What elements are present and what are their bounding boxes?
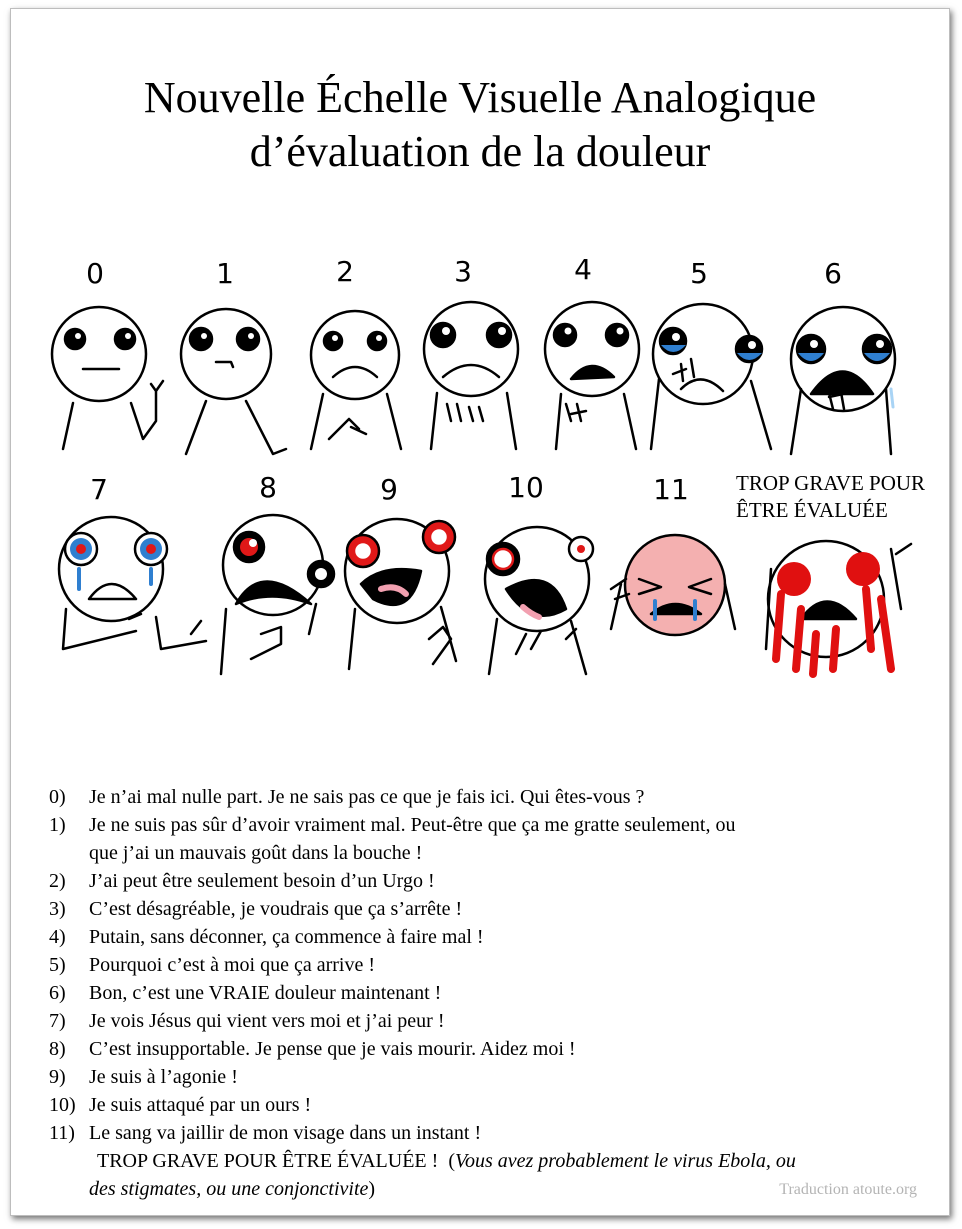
scale-number-4: 4 [574,253,592,286]
face-4 [545,302,639,449]
legend-item-0 [49,783,929,811]
legend-item-7 [49,1007,929,1035]
legend-number: 5) [49,954,66,976]
open-paren: ( [448,1150,455,1172]
legend-text: Je suis attaqué par un ours ! [89,1094,312,1116]
legend-text: Putain, sans déconner, ça commence à faire mal ! [89,926,484,948]
scale-number-5: 5 [690,257,708,290]
legend-text: Bon, c’est une VRAIE douleur maintenant ! [89,982,442,1004]
scale-number-9: 9 [380,473,398,506]
legend-text: J’ai peut être seulement besoin d’un Urgo ! [89,870,435,892]
legend-number: 3) [49,898,66,920]
legend-text: Le sang va jaillir de mon visage dans un instant ! [89,1122,482,1144]
face-6 [791,307,895,454]
too-severe-line-1: TROP GRAVE POUR [736,471,926,495]
legend-item-3 [49,895,929,923]
pain-scale-legend [49,783,929,1203]
legend-number: 6) [49,982,66,1004]
title-line-2: d’évaluation de la douleur [249,127,711,176]
scale-number-3: 3 [454,255,472,288]
legend-text: Je n’ai mal nulle part. Je ne sais pas ce que je fais ici. Qui êtes-vous ? [89,786,645,808]
legend-number: 10) [49,1094,76,1116]
legend-item-9 [49,1063,929,1091]
scale-number-10: 10 [508,471,544,504]
face-10 [485,527,593,674]
legend-text: C’est désagréable, je voudrais que ça s’arrête ! [89,898,463,920]
legend-number: 9) [49,1066,66,1088]
scale-number-6: 6 [824,257,842,290]
legend-text: Je vois Jésus qui vient vers moi et j’ai peur ! [89,1010,445,1032]
face-9 [345,519,456,669]
legend-text: Pourquoi c’est à moi que ça arrive ! [89,954,376,976]
legend-item-5 [49,951,929,979]
legend-number: 7) [49,1010,66,1032]
face-1 [181,309,286,454]
face-5 [651,304,771,449]
legend-text: Je ne suis pas sûr d’avoir vraiment mal. Peut-être que ça me gratte seulement, ou [89,814,736,836]
pain-scale-sheet [10,8,950,1216]
legend-item-1 [49,811,929,839]
legend-text-continuation: que j’ai un mauvais goût dans la bouche ! [89,842,423,864]
legend-item-2 [49,867,929,895]
scale-number-1: 1 [216,257,234,290]
legend-text: C’est insupportable. Je pense que je vais mourir. Aidez moi ! [89,1038,576,1060]
too-severe-statement: TROP GRAVE POUR ÊTRE ÉVALUÉE ! [97,1150,439,1172]
close-paren: ) [368,1178,376,1200]
legend-text: Je suis à l’agonie ! [89,1066,238,1088]
faces-area [11,9,949,709]
scale-number-8: 8 [259,471,277,504]
scale-number-2: 2 [336,255,354,288]
legend-item-11 [49,1119,929,1147]
legend-number: 4) [49,926,66,948]
face-3 [424,302,518,449]
translation-credit: Traduction atoute.org [779,1181,917,1198]
scale-number-11: 11 [653,473,689,506]
ebola-note: Vous avez probablement le virus Ebola, ou [454,1150,796,1172]
legend-extra-line-1 [49,1147,929,1175]
faces-illustration [11,9,949,709]
title-line-1: Nouvelle Échelle Visuelle Analogique [143,73,817,122]
legend-item-10 [49,1091,929,1119]
legend-number: 11) [49,1122,75,1144]
face-7 [59,517,206,649]
legend-number: 2) [49,870,66,892]
scale-number-0: 0 [86,257,104,290]
face-too-severe [766,541,911,674]
face-11 [611,535,735,635]
scale-number-7: 7 [90,473,108,506]
legend-item-8 [49,1035,929,1063]
too-severe-line-2: ÊTRE ÉVALUÉE [736,498,888,522]
face-8 [221,515,334,674]
stigmata-note: des stigmates, ou une conjonctivite [89,1178,369,1200]
face-0 [52,307,163,449]
legend-item-6 [49,979,929,1007]
face-2 [311,311,401,449]
legend-number: 0) [49,786,66,808]
legend-number: 1) [49,814,66,836]
legend-item-4 [49,923,929,951]
legend-number: 8) [49,1038,66,1060]
